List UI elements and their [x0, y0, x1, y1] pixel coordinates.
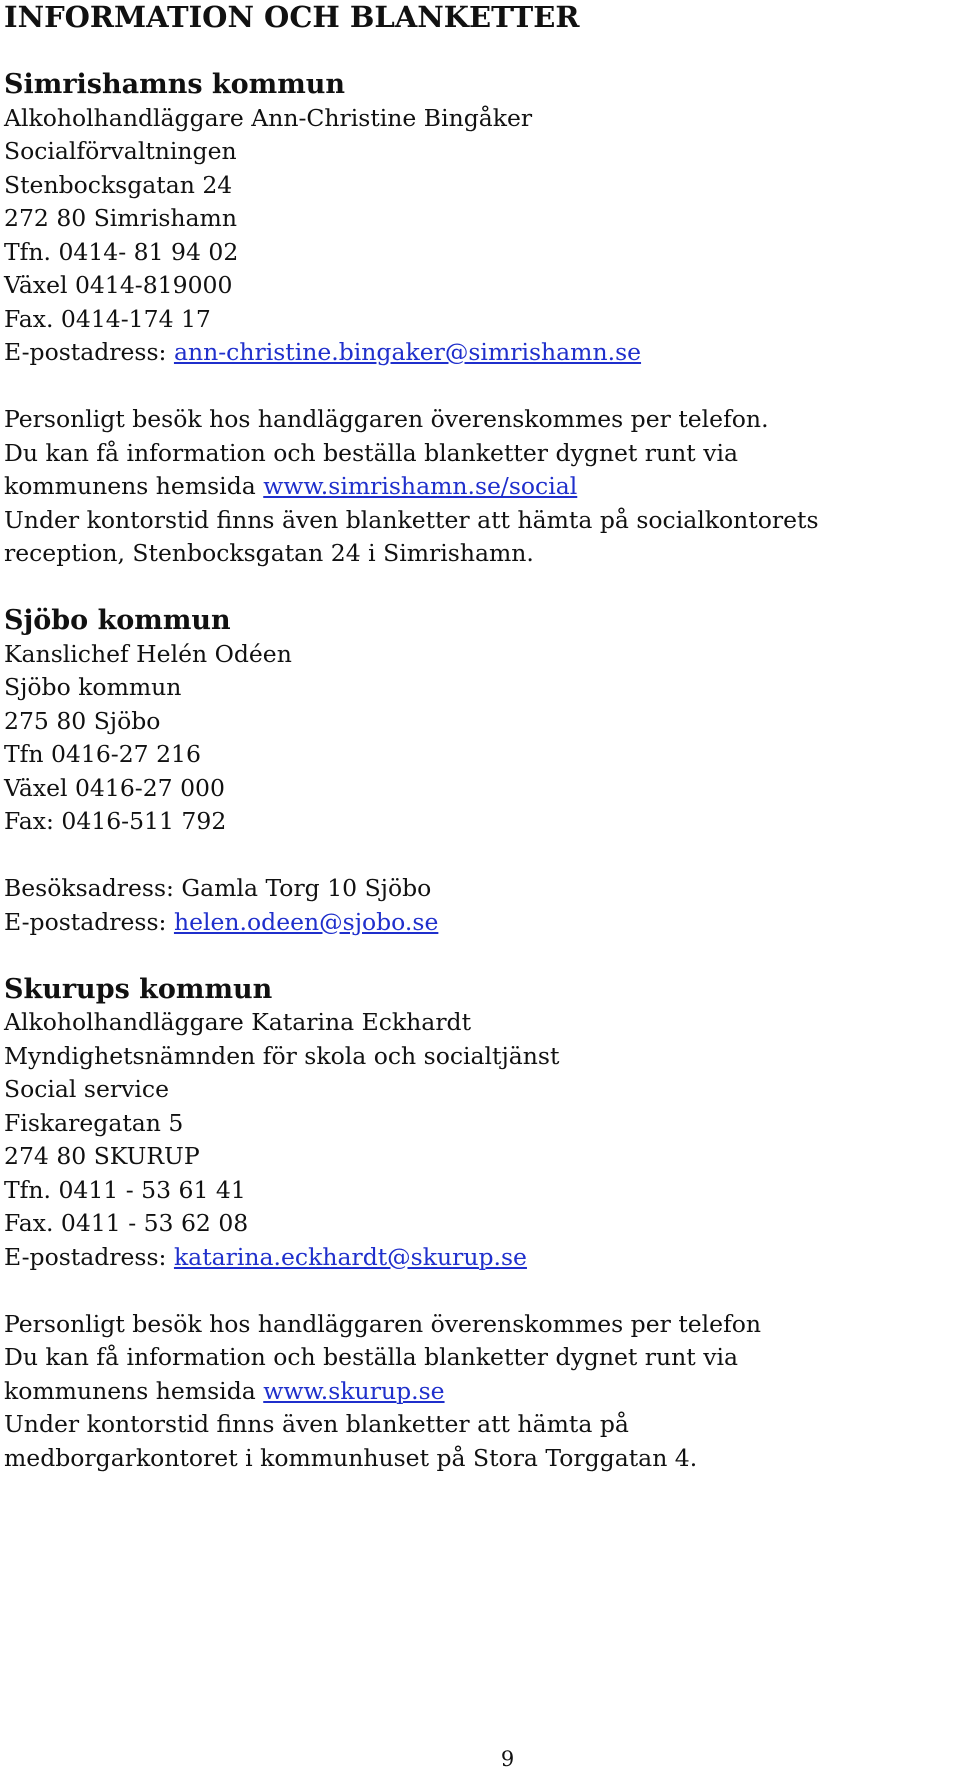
- switchboard-line: Växel 0416-27 000: [4, 773, 225, 802]
- contact-line: Fiskaregatan 5: [4, 1108, 184, 1137]
- email-link[interactable]: ann-christine.bingaker@simrishamn.se: [173, 338, 642, 366]
- contact-line: Socialförvaltningen: [4, 137, 237, 165]
- contact-line: Kanslichef Helén Odéen: [4, 639, 292, 668]
- spacer: [4, 34, 954, 68]
- contact-line: 274 80 SKURUP: [4, 1142, 200, 1170]
- website-line: [4, 1375, 954, 1409]
- fax-line: Fax. 0411 - 53 62 08: [4, 1209, 249, 1237]
- phone-line: Tfn 0416-27 216: [4, 740, 201, 768]
- spacer: [4, 571, 954, 605]
- fax-line: Fax: 0416-511 792: [4, 807, 227, 835]
- spacer: [4, 939, 954, 973]
- visit-info-line: Personligt besök hos handläggaren överenskommes per telefon: [4, 1309, 762, 1338]
- contact-line: Sjöbo kommun: [4, 673, 182, 701]
- simrishamn-heading: Simrishamns kommun: [4, 69, 346, 100]
- email-link[interactable]: katarina.eckhardt@skurup.se: [173, 1242, 527, 1271]
- website-link[interactable]: www.simrishamn.se/social: [263, 472, 578, 500]
- document-page: [4, 0, 954, 1475]
- office-line: reception, Stenbocksgatan 24 i Simrishamn.: [4, 539, 534, 567]
- simrishamn-section: [4, 68, 954, 571]
- office-line: medborgarkontoret i kommunhuset på Stora Torggatan 4.: [4, 1443, 698, 1472]
- website-link[interactable]: www.skurup.se: [263, 1376, 445, 1405]
- spacer: [4, 370, 954, 404]
- phone-line: Tfn. 0414- 81 94 02: [4, 237, 239, 266]
- info-line: Du kan få information och beställa blanketter dygnet runt via: [4, 438, 738, 467]
- contact-line: Stenbocksgatan 24: [4, 170, 233, 199]
- email-line: [4, 1241, 954, 1275]
- website-prefix: kommunens hemsida: [4, 472, 264, 500]
- email-link[interactable]: helen.odeen@sjobo.se: [173, 907, 439, 936]
- skurup-section: [4, 973, 954, 1476]
- website-line: [4, 470, 954, 504]
- page-number: 9: [500, 1747, 515, 1771]
- info-line: Du kan få information och beställa blanketter dygnet runt via: [4, 1343, 738, 1371]
- office-line: Under kontorstid finns även blanketter att hämta på socialkontorets: [4, 505, 819, 534]
- contact-line: Alkoholhandläggare Ann-Christine Bingåker: [4, 103, 533, 132]
- contact-line: Myndighetsnämnden för skola och socialtjänst: [4, 1041, 560, 1070]
- phone-line: Tfn. 0411 - 53 61 41: [4, 1175, 246, 1204]
- contact-line: Alkoholhandläggare Katarina Eckhardt: [4, 1008, 472, 1036]
- email-label: E-postadress:: [4, 907, 174, 936]
- document-title: INFORMATION OCH BLANKETTER: [4, 0, 580, 34]
- spacer: [4, 1274, 954, 1308]
- contact-line: Social service: [4, 1075, 169, 1103]
- skurup-heading: Skurups kommun: [4, 973, 273, 1005]
- email-line: [4, 906, 954, 940]
- visit-address-line: Besöksadress: Gamla Torg 10 Sjöbo: [4, 874, 432, 902]
- sjobo-heading: Sjöbo kommun: [4, 605, 231, 636]
- visit-info-line: Personligt besök hos handläggaren överenskommes per telefon.: [4, 405, 769, 433]
- email-label: E-postadress:: [4, 338, 174, 366]
- switchboard-line: Växel 0414-819000: [4, 271, 233, 299]
- contact-line: 272 80 Simrishamn: [4, 204, 237, 232]
- email-line: [4, 336, 954, 370]
- spacer: [4, 839, 954, 873]
- sjobo-section: [4, 604, 954, 939]
- fax-line: Fax. 0414-174 17: [4, 304, 211, 333]
- email-label: E-postadress:: [4, 1242, 174, 1271]
- office-line: Under kontorstid finns även blanketter att hämta på: [4, 1410, 629, 1438]
- contact-line: 275 80 Sjöbo: [4, 706, 161, 735]
- website-prefix: kommunens hemsida: [4, 1376, 264, 1405]
